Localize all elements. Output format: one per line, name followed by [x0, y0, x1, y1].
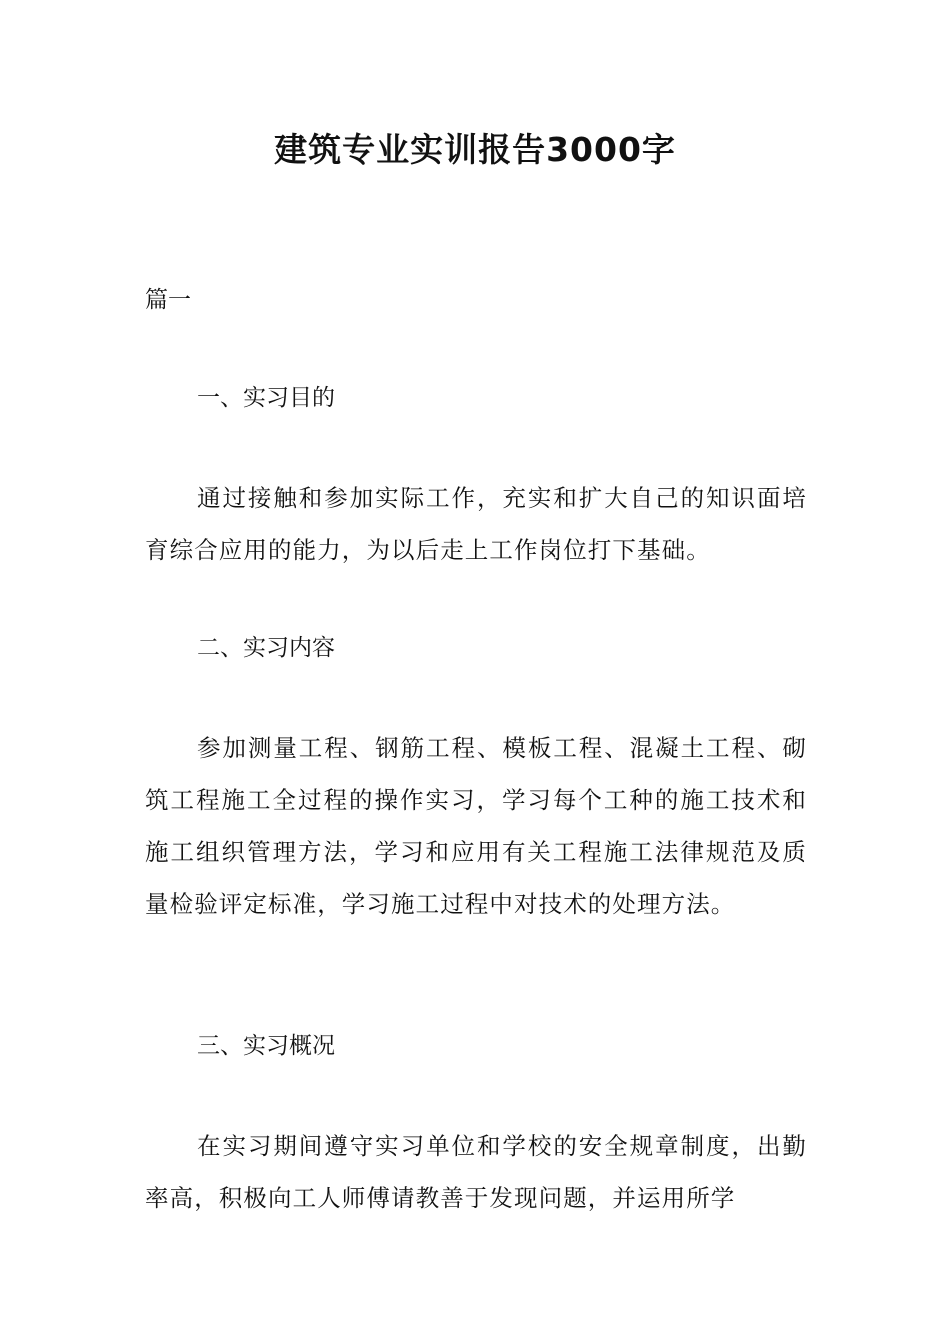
part-label: 篇一	[145, 287, 191, 313]
section-heading-overview: 三、实习概况	[197, 1033, 335, 1059]
section-text-purpose: 通过接触和参加实际工作，充实和扩大自己的知识面培育综合应用的能力，为以后走上工作岗位打下基础。	[145, 484, 807, 564]
section-text-overview: 在实习期间遵守实习单位和学校的安全规章制度，出勤率高，积极向工人师傅请教善于发现问题，并运用所学	[145, 1132, 807, 1212]
document-title: 建筑专业实训报告3000字	[274, 130, 676, 169]
section-text-content: 参加测量工程、钢筋工程、模板工程、混凝土工程、砌筑工程施工全过程的操作实习，学习每个工种的施工技术和施工组织管理方法，学习和应用有关工程施工法律规范及质量检验评定标准，学习施工过程中对技术的处理方法。	[145, 734, 807, 918]
section-heading-purpose: 一、实习目的	[197, 385, 335, 411]
section-heading-content: 二、实习内容	[197, 635, 335, 661]
